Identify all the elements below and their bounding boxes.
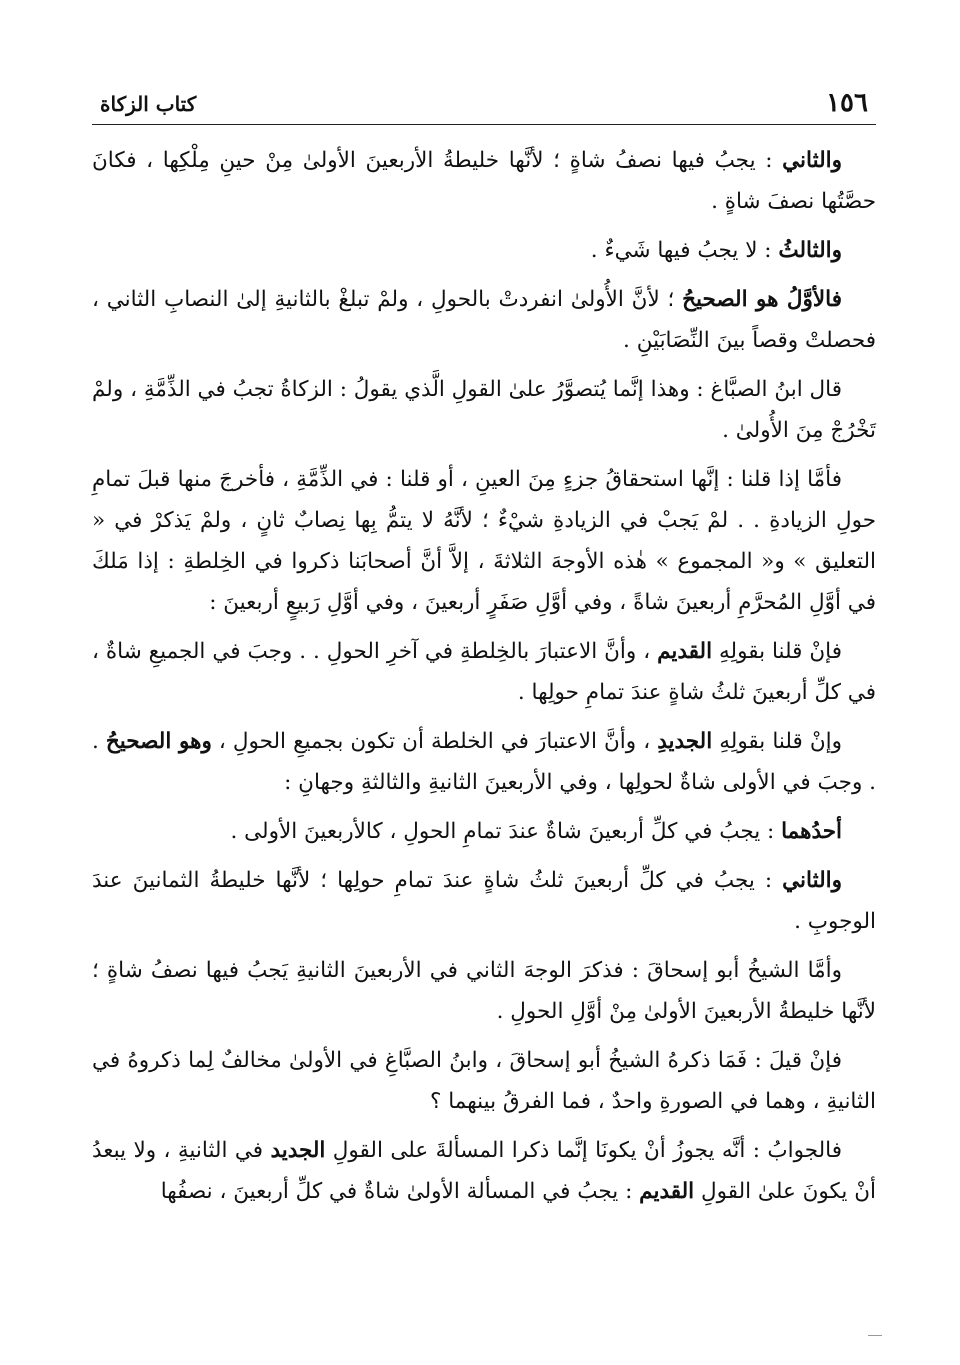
paragraph (92, 950, 876, 1032)
paragraph-bold: الجديد (270, 1138, 326, 1163)
paragraph-text: وإنْ قلنا بقولِهِ (712, 729, 842, 754)
paragraph-text: ، وأنَّ الاعتبارَ في الخلطة أن تكون بجميعِ الحولِ ، (211, 729, 658, 754)
paragraph-text: ؛ لأنَّ الأُولىٰ انفردتْ بالحولِ ، ولمْ تبلغْ بالثانيةِ إلىٰ النصابِ الثاني ، فحصلتْ وقصاً بينَ النِّصَابَيْنِ . (92, 287, 876, 353)
running-title: كتاب الزكاة (100, 92, 197, 116)
paragraph (92, 860, 876, 942)
paragraph (92, 369, 876, 451)
paragraph-text: فإنْ قلنا بقولِهِ (712, 639, 842, 664)
paragraph-lead: والثاني (782, 868, 842, 893)
paragraph-text: فإنْ قيلَ : فَمَا ذكرهُ الشيخُ أبو إسحاقَ ، وابنُ الصبَّاغِ في الأولىٰ مخالفٌ لِما ذكروهُ في الثانيةِ ، وهما في الصورةِ واحدٌ ، فما الفرقُ بينهما ؟ (92, 1048, 876, 1114)
paragraph-bold: وهو الصحيحُ (105, 729, 212, 754)
paragraph-text: : يجبُ في المسألة الأولىٰ شاةٌ في كلِّ أربعينَ ، نصفُها (160, 1179, 640, 1204)
paragraph-text: وأمَّا الشيخُ أبو إسحاقَ : فذكرَ الوجهَ الثاني في الأربعينَ الثانيةِ يَجبُ فيها نصفُ شاةٍ ؛ لأنَّها خليطةُ الأربعينَ الأولىٰ مِنْ أوَّلِ الحولِ . (92, 958, 876, 1024)
paragraph-lead: فالأوَّلُ هو الصحيحُ (682, 287, 842, 312)
paragraph-bold: القديم (657, 639, 713, 664)
paragraph (92, 721, 876, 803)
paragraph-lead: والثاني (782, 148, 842, 173)
page-header (92, 84, 876, 125)
paragraph-lead: أحدُهما (781, 819, 842, 844)
paragraph (92, 459, 876, 623)
paragraph (92, 631, 876, 713)
page-number: ١٥٦ (826, 88, 868, 118)
paragraph-bold: القديم (639, 1179, 695, 1204)
paragraph-text: : لا يجبُ فيها شَيءٌ . (590, 238, 779, 263)
paragraph-text: فأمَّا إذا قلنا : إنَّها استحقاقُ جزءٍ مِنَ العينِ ، أو قلنا : في الذِّمَّةِ ، فأخرجَ منها قبلَ تمامِ حولِ الزيادةِ . . لمْ يَجبْ في الزيادةِ شيْءٌ ؛ لأنَّهُ لا يتمُّ بِها نِصابٌ ثانٍ ، ولمْ يَذكرْ في « التعليق » و« المجموع » هٰذه الأوجهَ الثلاثةَ ، إلاَّ أنَّ أصحابَنا ذكروا في الخِلطةِ : إذا مَلكَ في أوَّلِ المُحرَّمِ أربعينَ شاةً ، وفي أوَّلِ صَفَرٍ أربعينَ ، وفي أوَّلِ رَبيعٍ أربعينَ : (92, 467, 876, 615)
paragraph-text: ، وأنَّ الاعتبارَ بالخِلطةِ في آخرِ الحولِ . . وجبَ في الجميعِ شاةٌ ، في كلِّ أربعينَ ثلثُ شاةٍ عندَ تمامِ حولِها . (92, 639, 876, 705)
paragraph-text: : يجبُ فيها نصفُ شاةٍ ؛ لأنَّها خليطةُ الأربعينَ الأولىٰ مِنْ حينِ مِلْكِها ، فكانَ حصَّتُها نصفَ شاةٍ . (92, 148, 876, 214)
paragraph-text: . . وجبَ في الأولى شاةٌ لحولِها ، وفي الأربعينَ الثانيةِ والثالثةِ وجهانِ : (92, 729, 876, 795)
paragraph (92, 1040, 876, 1122)
footer-mark (868, 1335, 882, 1336)
paragraph (92, 140, 876, 222)
paragraph-text: في الثانيةِ ، ولا يبعدُ أنْ يكونَ علىٰ القولِ (92, 1138, 876, 1204)
paragraph (92, 230, 876, 271)
page-body (92, 140, 876, 1220)
paragraph-lead: والثالثُ (778, 238, 842, 263)
paragraph (92, 811, 876, 852)
paragraph (92, 1130, 876, 1212)
paragraph-text: : يجبُ في كلِّ أربعينَ ثلثُ شاةٍ عندَ تمامِ حولِها ؛ لأنَّها خليطةُ الثمانينَ عندَ الوجوبِ . (92, 868, 876, 934)
paragraph-bold: الجديدِ (657, 729, 713, 754)
paragraph-text: : يجبُ في كلِّ أربعينَ شاةٌ عندَ تمامِ الحولِ ، كالأربعينَ الأولى . (230, 819, 782, 844)
paragraph (92, 279, 876, 361)
paragraph-text: قال ابنُ الصبَّاغ : وهذا إنَّما يُتصوَّرُ علىٰ القولِ الَّذي يقولُ : الزكاةُ تجبُ في الذِّمَّةِ ، ولمْ تَخْرُجْ مِنَ الأُولىٰ . (92, 377, 876, 443)
paragraph-text: فالجوابُ : أنَّه يجوزُ أنْ يكونَا إنَّما ذكرا المسألةَ على القولِ (325, 1138, 842, 1163)
